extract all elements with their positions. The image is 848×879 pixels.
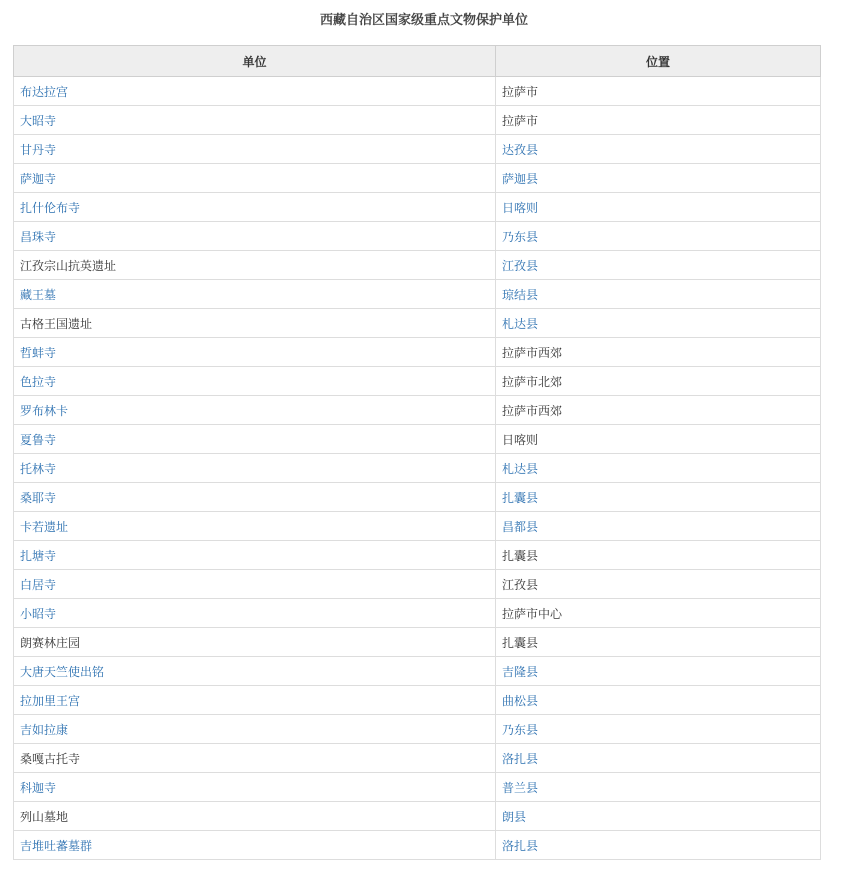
location-link[interactable]: 札达县 [502, 316, 539, 331]
location-cell [496, 425, 821, 454]
unit-cell [14, 135, 496, 164]
location-cell [496, 106, 821, 135]
unit-link[interactable]: 小昭寺 [20, 606, 57, 621]
location-link[interactable]: 吉隆县 [502, 664, 539, 679]
unit-link[interactable]: 甘丹寺 [20, 142, 57, 157]
location-text: 拉萨市中心 [502, 606, 563, 621]
unit-cell [14, 657, 496, 686]
unit-link[interactable]: 萨迦寺 [20, 171, 57, 186]
unit-link[interactable]: 藏王墓 [20, 287, 57, 302]
unit-text: 朗赛林庄园 [20, 635, 81, 650]
location-link[interactable]: 达孜县 [502, 142, 539, 157]
table-row [14, 802, 821, 831]
unit-cell [14, 512, 496, 541]
table-row [14, 831, 821, 860]
location-cell [496, 222, 821, 251]
unit-cell [14, 338, 496, 367]
table-caption: 西藏自治区国家级重点文物保护单位 [319, 13, 528, 28]
location-link[interactable]: 曲松县 [502, 693, 539, 708]
location-link[interactable]: 昌都县 [502, 519, 539, 534]
location-cell [496, 831, 821, 860]
unit-text: 古格王国遗址 [20, 316, 93, 331]
unit-cell [14, 280, 496, 309]
unit-cell [14, 802, 496, 831]
table-row [14, 135, 821, 164]
location-cell [496, 802, 821, 831]
unit-cell [14, 106, 496, 135]
table-row [14, 251, 821, 280]
location-text: 扎囊县 [502, 635, 539, 650]
location-cell [496, 251, 821, 280]
location-link[interactable]: 乃东县 [502, 722, 539, 737]
table-row [14, 541, 821, 570]
unit-link[interactable]: 扎什伦布寺 [20, 200, 81, 215]
location-cell [496, 367, 821, 396]
location-cell [496, 338, 821, 367]
unit-link[interactable]: 扎塘寺 [20, 548, 57, 563]
unit-link[interactable]: 大昭寺 [20, 113, 57, 128]
table-row [14, 77, 821, 106]
location-cell [496, 193, 821, 222]
unit-cell [14, 164, 496, 193]
unit-link[interactable]: 夏鲁寺 [20, 432, 57, 447]
location-text: 扎囊县 [502, 548, 539, 563]
table-row [14, 570, 821, 599]
table-row [14, 715, 821, 744]
unit-cell [14, 773, 496, 802]
table-row [14, 106, 821, 135]
unit-link[interactable]: 罗布林卡 [20, 403, 69, 418]
unit-cell [14, 541, 496, 570]
unit-cell [14, 193, 496, 222]
unit-cell [14, 686, 496, 715]
location-link[interactable]: 琼结县 [502, 287, 539, 302]
location-cell [496, 483, 821, 512]
unit-link[interactable]: 托林寺 [20, 461, 57, 476]
location-text: 日喀则 [502, 432, 539, 447]
table-row [14, 309, 821, 338]
unit-link[interactable]: 色拉寺 [20, 374, 57, 389]
location-link[interactable]: 札达县 [502, 461, 539, 476]
location-text: 拉萨市西郊 [502, 403, 563, 418]
unit-cell [14, 744, 496, 773]
table-row [14, 425, 821, 454]
location-link[interactable]: 朗县 [502, 809, 527, 824]
table-row [14, 338, 821, 367]
table-row [14, 773, 821, 802]
table-header-row [14, 46, 821, 77]
location-link[interactable]: 江孜县 [502, 258, 539, 273]
unit-cell [14, 367, 496, 396]
location-cell [496, 715, 821, 744]
location-text: 拉萨市西郊 [502, 345, 563, 360]
table-row [14, 657, 821, 686]
table-row [14, 744, 821, 773]
table-row [14, 164, 821, 193]
unit-cell [14, 599, 496, 628]
location-cell [496, 77, 821, 106]
location-link[interactable]: 日喀则 [502, 200, 539, 215]
location-link[interactable]: 普兰县 [502, 780, 539, 795]
unit-cell [14, 309, 496, 338]
table-row [14, 193, 821, 222]
unit-link[interactable]: 桑耶寺 [20, 490, 57, 505]
unit-cell [14, 425, 496, 454]
unit-link[interactable]: 吉堆吐蕃墓群 [20, 838, 93, 853]
location-link[interactable]: 萨迦县 [502, 171, 539, 186]
location-link[interactable]: 洛扎县 [502, 838, 539, 853]
column-header-unit: 单位 [14, 46, 496, 77]
unit-link[interactable]: 白居寺 [20, 577, 57, 592]
location-text: 拉萨市 [502, 113, 539, 128]
unit-link[interactable]: 拉加里王宫 [20, 693, 81, 708]
unit-cell [14, 77, 496, 106]
unit-cell [14, 831, 496, 860]
unit-cell [14, 454, 496, 483]
location-cell [496, 773, 821, 802]
table-row [14, 512, 821, 541]
unit-link[interactable]: 吉如拉康 [20, 722, 69, 737]
unit-cell [14, 222, 496, 251]
unit-text: 江孜宗山抗英遗址 [20, 258, 117, 273]
unit-link[interactable]: 大唐天竺使出铭 [20, 664, 105, 679]
unit-cell [14, 251, 496, 280]
location-cell [496, 628, 821, 657]
unit-link[interactable]: 布达拉宫 [20, 84, 69, 99]
location-cell [496, 744, 821, 773]
table-row [14, 628, 821, 657]
location-link[interactable]: 乃东县 [502, 229, 539, 244]
unit-cell [14, 628, 496, 657]
unit-cell [14, 483, 496, 512]
unit-text: 桑嘎古托寺 [20, 751, 81, 766]
location-cell [496, 309, 821, 338]
location-link[interactable]: 扎囊县 [502, 490, 539, 505]
heritage-table [13, 45, 821, 860]
location-cell [496, 280, 821, 309]
location-cell [496, 396, 821, 425]
table-row [14, 280, 821, 309]
location-text: 拉萨市 [502, 84, 539, 99]
location-cell [496, 454, 821, 483]
unit-cell [14, 570, 496, 599]
table-row [14, 599, 821, 628]
location-text: 江孜县 [502, 577, 539, 592]
unit-cell [14, 396, 496, 425]
unit-link[interactable]: 哲蚌寺 [20, 345, 57, 360]
table-row [14, 367, 821, 396]
unit-link[interactable]: 昌珠寺 [20, 229, 57, 244]
unit-cell [14, 715, 496, 744]
unit-text: 列山墓地 [20, 809, 69, 824]
table-row [14, 396, 821, 425]
table-row [14, 686, 821, 715]
table-row [14, 222, 821, 251]
location-cell [496, 135, 821, 164]
location-cell [496, 541, 821, 570]
location-cell [496, 657, 821, 686]
location-cell [496, 599, 821, 628]
table-row [14, 483, 821, 512]
unit-link[interactable]: 科迦寺 [20, 780, 57, 795]
location-link[interactable]: 洛扎县 [502, 751, 539, 766]
location-cell [496, 512, 821, 541]
location-cell [496, 164, 821, 193]
table-row [14, 454, 821, 483]
column-header-location: 位置 [496, 46, 821, 77]
location-text: 拉萨市北郊 [502, 374, 563, 389]
location-cell [496, 570, 821, 599]
unit-link[interactable]: 卡若遗址 [20, 519, 69, 534]
location-cell [496, 686, 821, 715]
